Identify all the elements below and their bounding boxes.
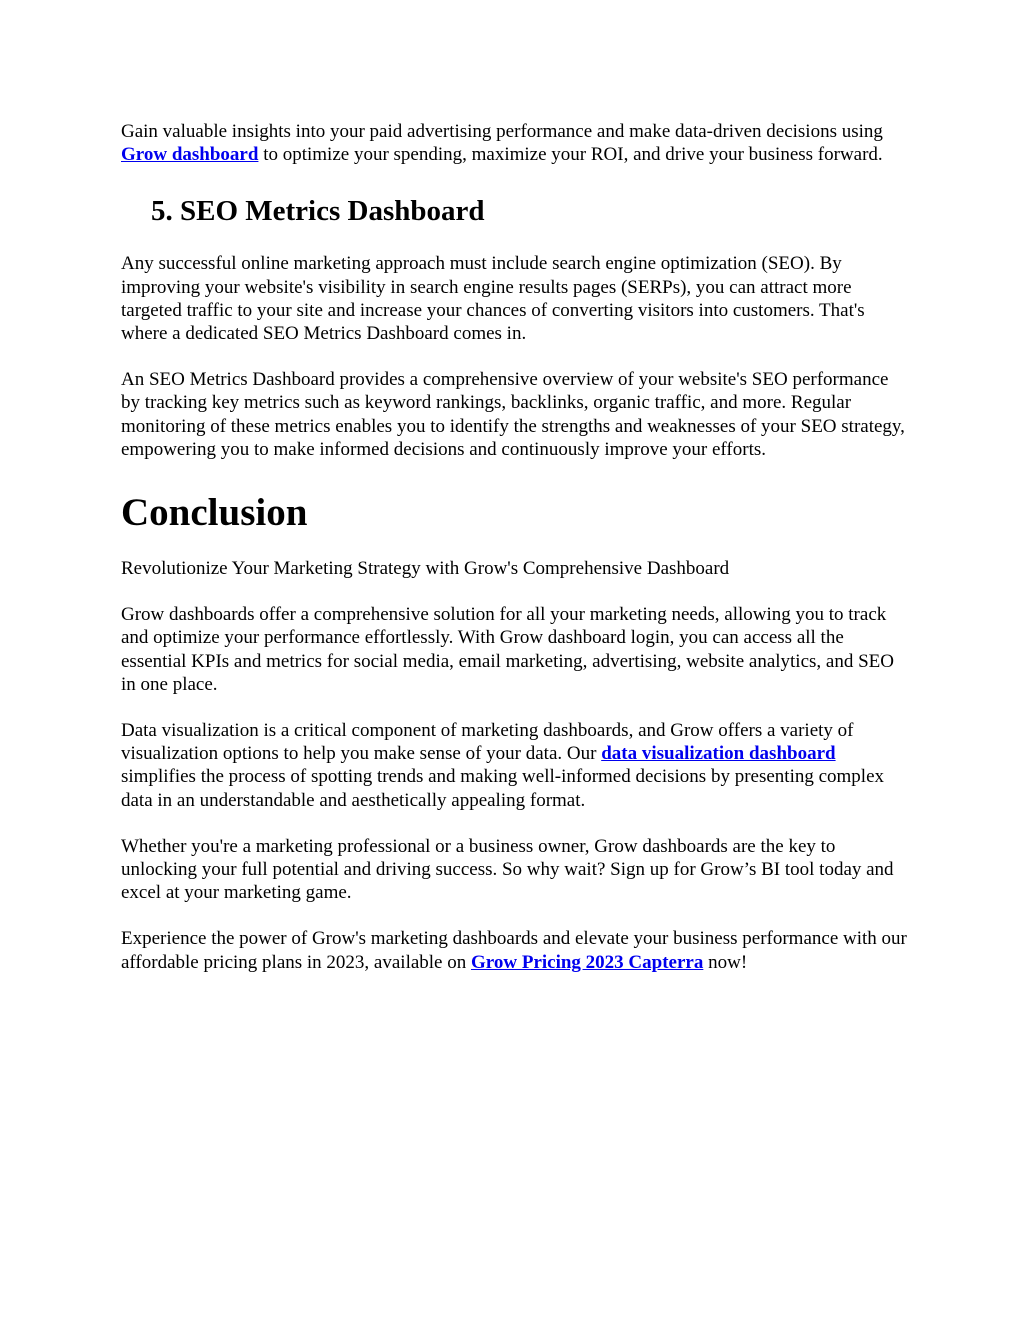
- document-page: [121, 120, 911, 974]
- conclusion-paragraph-1: Grow dashboards offer a comprehensive solution for all your marketing needs, allowing you to track and optimize your performance effortlessly. With Grow dashboard login, you can access all the essential KPIs and metrics for social media, email marketing, advertising, website analytics, and SEO in one place.: [121, 604, 894, 695]
- conclusion-p4-before: Experience the power of Grow's marketing dashboards and elevate your business performance with our affordable pricing plans in 2023, available on: [121, 928, 907, 973]
- grow-pricing-capterra-link[interactable]: Grow Pricing 2023 Capterra: [471, 951, 704, 973]
- conclusion-p4-after: now!: [703, 951, 748, 973]
- conclusion-subtitle: Revolutionize Your Marketing Strategy with Grow's Comprehensive Dashboard: [121, 558, 730, 580]
- seo-paragraph-2: An SEO Metrics Dashboard provides a comprehensive overview of your website's SEO performance by tracking key metrics such as keyword rankings, backlinks, organic traffic, and more. Regular monitoring of these metrics enables you to identify the strengths and weaknesses of your SEO strategy, empowering you to make informed decisions and continuously improve your efforts.: [121, 369, 905, 460]
- grow-dashboard-link[interactable]: Grow dashboard: [121, 144, 259, 166]
- seo-heading: 5. SEO Metrics Dashboard: [151, 195, 485, 228]
- conclusion-heading: Conclusion: [121, 491, 308, 535]
- conclusion-paragraph-4: [121, 927, 911, 973]
- conclusion-p2-before: Data visualization is a critical component of marketing dashboards, and Grow offers a variety of visualization options to help you make sense of your data. Our: [121, 720, 854, 765]
- conclusion-paragraph-2: [121, 719, 911, 812]
- intro-text-before: Gain valuable insights into your paid advertising performance and make data-driven decisions using: [121, 121, 883, 142]
- data-visualization-dashboard-link[interactable]: data visualization dashboard: [601, 743, 836, 765]
- intro-paragraph: [121, 120, 911, 166]
- seo-paragraph-1: Any successful online marketing approach must include search engine optimization (SEO). By improving your website's visibility in search engine results pages (SERPs), you can attract more targeted traffic to your site and increase your chances of converting visitors into customers. That's where a dedicated SEO Metrics Dashboard comes in.: [121, 253, 865, 345]
- intro-text-after: to optimize your spending, maximize your ROI, and drive your business forward.: [258, 144, 883, 166]
- conclusion-p2-after: simplifies the process of spotting trends and making well-informed decisions by presenting complex data in an understandable and aesthetically appealing format.: [121, 766, 885, 811]
- conclusion-paragraph-3: Whether you're a marketing professional or a business owner, Grow dashboards are the key to unlocking your full potential and driving success. So why wait? Sign up for Grow’s BI tool today and excel at your marketing game.: [121, 835, 894, 904]
